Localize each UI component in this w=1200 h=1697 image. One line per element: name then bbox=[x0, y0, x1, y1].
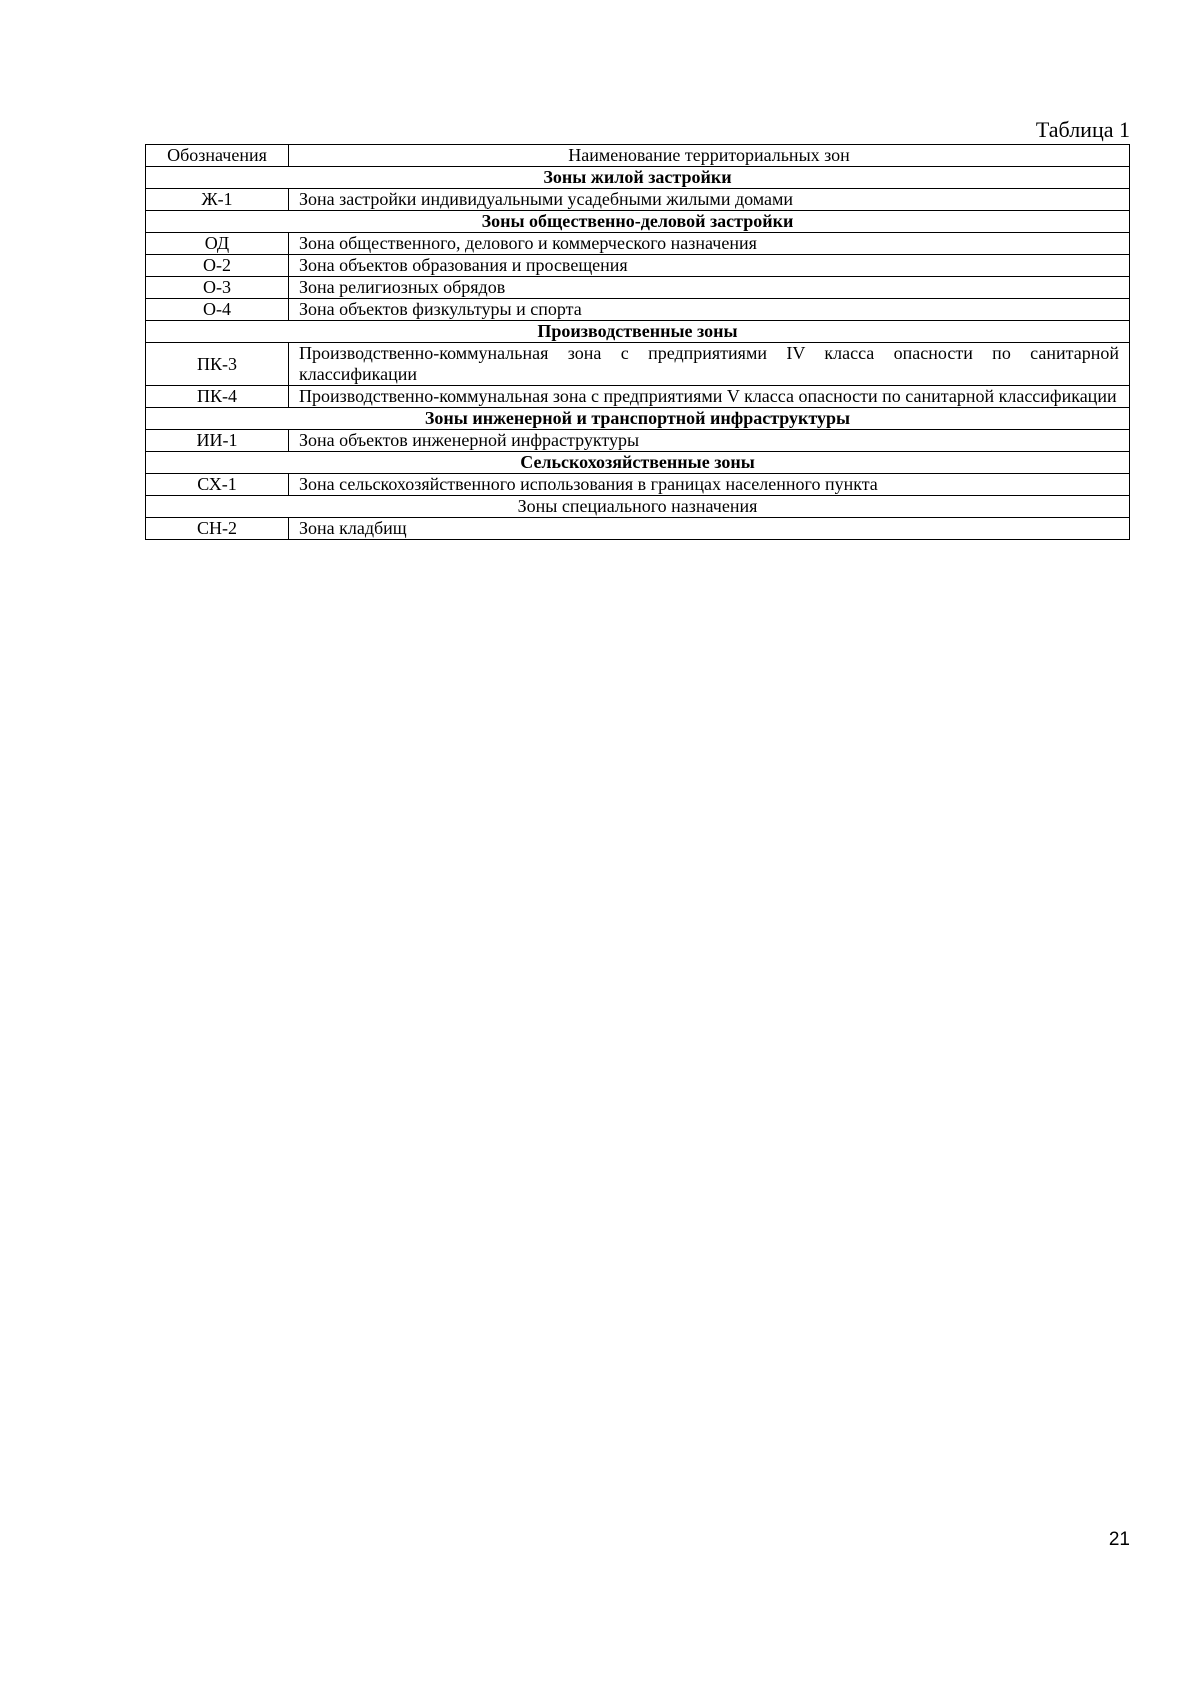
table-row bbox=[146, 386, 1130, 408]
zone-name: Производственно-коммунальная зона с предприятиями V класса опасности по санитарной классификации bbox=[289, 386, 1130, 408]
table-header-row bbox=[146, 145, 1130, 167]
zone-name: Зона объектов образования и просвещения bbox=[289, 255, 1130, 277]
group-title: Производственные зоны bbox=[146, 321, 1130, 343]
table-row bbox=[146, 343, 1130, 386]
zones-table bbox=[145, 144, 1130, 540]
zone-code: ОД bbox=[146, 233, 289, 255]
zone-code: О-4 bbox=[146, 299, 289, 321]
table-row bbox=[146, 518, 1130, 540]
zone-code: СН-2 bbox=[146, 518, 289, 540]
group-title: Зоны специального назначения bbox=[146, 496, 1130, 518]
zone-name: Производственно-коммунальная зона с предприятиями IV класса опасности по санитарной классификации bbox=[289, 343, 1130, 386]
group-row-industrial bbox=[146, 321, 1130, 343]
zone-name: Зона сельскохозяйственного использования в границах населенного пункта bbox=[289, 474, 1130, 496]
zone-name: Зона застройки индивидуальными усадебными жилыми домами bbox=[289, 189, 1130, 211]
zone-code: О-3 bbox=[146, 277, 289, 299]
table-row bbox=[146, 277, 1130, 299]
group-row-agricultural bbox=[146, 452, 1130, 474]
zone-name: Зона объектов инженерной инфраструктуры bbox=[289, 430, 1130, 452]
group-title: Сельскохозяйственные зоны bbox=[146, 452, 1130, 474]
zone-name: Зона религиозных обрядов bbox=[289, 277, 1130, 299]
table-row bbox=[146, 474, 1130, 496]
zone-code: О-2 bbox=[146, 255, 289, 277]
zone-code: ИИ-1 bbox=[146, 430, 289, 452]
header-code: Обозначения bbox=[146, 145, 289, 167]
zone-code: СХ-1 bbox=[146, 474, 289, 496]
page-number: 21 bbox=[1108, 1529, 1130, 1550]
table-row bbox=[146, 299, 1130, 321]
zone-code: ПК-4 bbox=[146, 386, 289, 408]
group-row-special bbox=[146, 496, 1130, 518]
header-name: Наименование территориальных зон bbox=[289, 145, 1130, 167]
table-row bbox=[146, 430, 1130, 452]
zone-name: Зона общественного, делового и коммерческого назначения bbox=[289, 233, 1130, 255]
group-row-infrastructure bbox=[146, 408, 1130, 430]
table-row bbox=[146, 233, 1130, 255]
zone-code: Ж-1 bbox=[146, 189, 289, 211]
table-row bbox=[146, 255, 1130, 277]
table-caption: Таблица 1 bbox=[1035, 117, 1130, 142]
group-row-residential bbox=[146, 167, 1130, 189]
zone-code: ПК-3 bbox=[146, 343, 289, 386]
group-title: Зоны жилой застройки bbox=[146, 167, 1130, 189]
group-row-public-business bbox=[146, 211, 1130, 233]
zone-name: Зона кладбищ bbox=[289, 518, 1130, 540]
zone-name: Зона объектов физкультуры и спорта bbox=[289, 299, 1130, 321]
table-row bbox=[146, 189, 1130, 211]
group-title: Зоны инженерной и транспортной инфраструктуры bbox=[146, 408, 1130, 430]
group-title: Зоны общественно-деловой застройки bbox=[146, 211, 1130, 233]
